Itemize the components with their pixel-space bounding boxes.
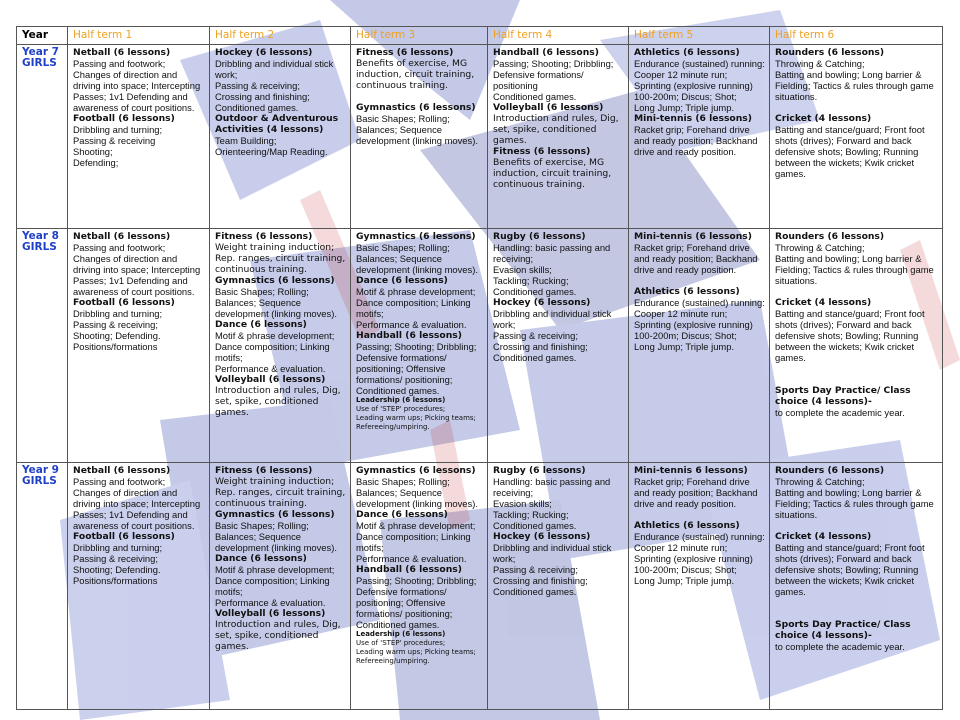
activity-details: Dribbling and turning; Passing & receiving; Shooting; Defending. Positions/formations	[73, 308, 163, 352]
year-label-line1: Year 8	[22, 230, 59, 242]
term-cell	[210, 463, 351, 710]
activity-title: Gymnastics (6 lessons)	[215, 509, 335, 520]
activity-details: Introduction and rules, Dig, set, spike, conditioned games.	[493, 113, 619, 146]
activity-details: Benefits of exercise, MG induction, circuit training, continuous training.	[356, 58, 475, 91]
activity-title: Athletics (6 lessons)	[634, 520, 740, 531]
activity-title: Sports Day Practice/ Class choice (4 lessons)-	[775, 385, 911, 407]
activity-details: Introduction and rules, Dig, set, spike, conditioned games.	[215, 385, 341, 418]
activity-title: Leadership (6 lessons)	[356, 630, 446, 638]
activity-details: Passing and footwork; Changes of direction and driving into space; Intercepting Passes; 1v1 Defending and awareness of court positions.	[73, 242, 201, 297]
term-cell	[68, 229, 210, 463]
half-term-6-header: Half term 6	[770, 27, 943, 45]
activity-details: Motif & phrase development; Dance composition; Linking motifs; Performance & evaluation.	[356, 520, 476, 564]
activity-details: Handling: basic passing and receiving; Evasion skills; Tackling; Rucking; Conditioned games.	[493, 242, 611, 297]
activity-title: Netball (6 lessons)	[73, 47, 171, 58]
activity-details: Dribbling and turning; Passing & receiving Shooting; Defending;	[73, 124, 163, 168]
term-cell	[629, 45, 770, 229]
activity-title: Handball (6 lessons)	[356, 330, 462, 341]
activity-title: Rounders (6 lessons)	[775, 465, 885, 476]
year-label-line2: GIRLS	[22, 475, 57, 487]
year-label-line2: GIRLS	[22, 241, 57, 253]
activity-details: Dribbling and individual stick work; Passing & receiving; Crossing and finishing; Conditioned games.	[215, 58, 334, 113]
activity-title: Fitness (6 lessons)	[215, 231, 313, 242]
activity-title: Football (6 lessons)	[73, 297, 175, 308]
activity-title: Mini-tennis (6 lessons)	[634, 113, 752, 124]
activity-details: Handling: basic passing and receiving; Evasion skills; Tackling; Rucking; Conditioned games.	[493, 476, 611, 531]
activity-title: Netball (6 lessons)	[73, 231, 171, 242]
activity-title: Rounders (6 lessons)	[775, 231, 885, 242]
half-term-3-header: Half term 3	[351, 27, 488, 45]
year-label-line2: GIRLS	[22, 57, 57, 69]
activity-details: Basic Shapes; Rolling; Balances; Sequence development (linking moves).	[215, 520, 337, 553]
activity-title: Fitness (6 lessons)	[356, 47, 454, 58]
year-row	[17, 229, 943, 463]
activity-title: Athletics (6 lessons)	[634, 47, 740, 58]
activity-title: Gymnastics (6 lessons)	[215, 275, 335, 286]
term-cell	[68, 45, 210, 229]
term-cell	[629, 229, 770, 463]
activity-title: Cricket (4 lessons)	[775, 297, 872, 308]
activity-details: Dribbling and individual stick work; Passing & receiving; Crossing and finishing; Conditioned games.	[493, 542, 612, 597]
activity-details: Passing and footwork; Changes of direction and driving into space; Intercepting Passes; 1v1 Defending and awareness of court positions.	[73, 58, 201, 113]
activity-details: Introduction and rules, Dig, set, spike, conditioned games.	[215, 619, 341, 652]
activity-title: Rounders (6 lessons)	[775, 47, 885, 58]
activity-details: Dribbling and turning; Passing & receiving; Shooting; Defending. Positions/formations	[73, 542, 163, 586]
activity-details: Motif & phrase development; Dance composition; Linking motifs; Performance & evaluation.	[215, 330, 335, 374]
activity-title: Football (6 lessons)	[73, 113, 175, 124]
activity-details: Team Building; Orienteering/Map Reading.	[215, 135, 328, 157]
activity-title: Hockey (6 lessons)	[493, 531, 591, 542]
activity-details: Motif & phrase development; Dance composition; Linking motifs; Performance & evaluation.	[215, 564, 335, 608]
activity-details: Batting and stance/guard; Front foot shots (drives); Forward and back defensive shots; Bowling; Running between the wickets; Kwik cricket games.	[775, 308, 925, 363]
activity-title: Handball (6 lessons)	[493, 47, 599, 58]
activity-details: Weight training induction; Rep. ranges, circuit training, continuous training.	[215, 242, 346, 275]
year-label	[17, 463, 68, 710]
activity-details: Basic Shapes; Rolling; Balances; Sequence development (linking moves).	[356, 242, 478, 275]
activity-title: Dance (6 lessons)	[215, 553, 307, 564]
activity-title: Outdoor & Adventurous Activities (4 lessons)	[215, 113, 339, 135]
year-label-line1: Year 7	[22, 46, 59, 58]
activity-title: Fitness (6 lessons)	[493, 146, 591, 157]
activity-details: Endurance (sustained) running: Cooper 12 minute run; Sprinting (explosive running) 100-200m; Discus; Shot; Long Jump; Triple jump.	[634, 531, 765, 586]
activity-title: Volleyball (6 lessons)	[215, 374, 326, 385]
activity-details: Basic Shapes; Rolling; Balances; Sequence development (linking moves).	[356, 113, 478, 146]
term-cell	[351, 463, 488, 710]
year-row	[17, 463, 943, 710]
spacer	[634, 275, 765, 286]
pe-curriculum-table	[16, 26, 943, 710]
activity-title: Leadership (6 lessons)	[356, 396, 446, 404]
spacer	[634, 509, 765, 520]
activity-details: Racket grip; Forehand drive and ready position; Backhand drive and ready position.	[634, 124, 758, 157]
year-label-line1: Year 9	[22, 464, 59, 476]
activity-title: Volleyball (6 lessons)	[215, 608, 326, 619]
activity-title: Gymnastics (6 lessons)	[356, 465, 476, 476]
half-term-2-header: Half term 2	[210, 27, 351, 45]
term-cell	[488, 45, 629, 229]
activity-details: Racket grip; Forehand drive and ready position; Backhand drive and ready position.	[634, 476, 758, 509]
activity-details: Throwing & Catching; Batting and bowling; Long barrier & Fielding; Tactics & rules through game situations.	[775, 58, 934, 102]
term-cell	[210, 229, 351, 463]
term-cell	[210, 45, 351, 229]
year-row	[17, 45, 943, 229]
header-row	[17, 27, 943, 45]
activity-title: Dance (6 lessons)	[215, 319, 307, 330]
activity-title: Netball (6 lessons)	[73, 465, 171, 476]
activity-title: Dance (6 lessons)	[356, 275, 448, 286]
term-cell	[770, 45, 943, 229]
activity-details: Use of 'STEP' procedures; Leading warm ups; Picking teams; Refereeing/umpiring.	[356, 405, 476, 431]
activity-title: Fitness (6 lessons)	[215, 465, 313, 476]
term-cell	[629, 463, 770, 710]
half-term-5-header: Half term 5	[629, 27, 770, 45]
activity-details: Basic Shapes; Rolling; Balances; Sequence development (linking moves).	[356, 476, 478, 509]
activity-details: Passing and footwork; Changes of direction and driving into space; Intercepting Passes; 1v1 Defending and awareness of court positions.	[73, 476, 201, 531]
activity-details: Benefits of exercise, MG induction, circuit training, continuous training.	[493, 157, 612, 190]
activity-details: Weight training induction; Rep. ranges, circuit training, continuous training.	[215, 476, 346, 509]
activity-details: Throwing & Catching; Batting and bowling; Long barrier & Fielding; Tactics & rules through game situations.	[775, 476, 934, 520]
activity-title: Athletics (6 lessons)	[634, 286, 740, 297]
spacer	[775, 520, 938, 531]
term-cell	[770, 229, 943, 463]
term-cell	[488, 229, 629, 463]
activity-title: Rugby (6 lessons)	[493, 231, 586, 242]
year-column-header: Year	[17, 27, 68, 45]
activity-title: Cricket (4 lessons)	[775, 531, 872, 542]
activity-title: Volleyball (6 lessons)	[493, 102, 604, 113]
term-cell	[68, 463, 210, 710]
term-cell	[770, 463, 943, 710]
activity-details: Passing; Shooting; Dribbling; Defensive formations/ positioning; Offensive formations/ positioning; Conditioned games.	[356, 575, 477, 630]
spacer	[775, 286, 938, 297]
activity-details: Endurance (sustained) running: Cooper 12 minute run; Sprinting (explosive running) 100-200m; Discus; Shot; Long Jump; Triple jump.	[634, 58, 765, 113]
activity-details: to complete the academic year.	[775, 641, 905, 652]
term-cell	[488, 463, 629, 710]
activity-details: Racket grip; Forehand drive and ready position; Backhand drive and ready position.	[634, 242, 758, 275]
activity-title: Dance (6 lessons)	[356, 509, 448, 520]
activity-details: Endurance (sustained) running: Cooper 12 minute run; Sprinting (explosive running) 100-200m; Discus; Shot; Long Jump; Triple jump.	[634, 297, 765, 352]
activity-title: Football (6 lessons)	[73, 531, 175, 542]
activity-details: Passing; Shooting; Dribbling; Defensive formations/ positioning Conditioned games.	[493, 58, 614, 102]
activity-details: Batting and stance/guard; Front foot shots (drives); Forward and back defensive shots; Bowling; Running between the wickets; Kwik cricket games.	[775, 124, 925, 179]
activity-title: Cricket (4 lessons)	[775, 113, 872, 124]
activity-title: Rugby (6 lessons)	[493, 465, 586, 476]
activity-details: Passing; Shooting; Dribbling; Defensive formations/ positioning; Offensive formations/ positioning; Conditioned games.	[356, 341, 477, 396]
term-cell	[351, 229, 488, 463]
spacer	[356, 91, 483, 102]
activity-title: Mini-tennis (6 lessons)	[634, 231, 752, 242]
activity-title: Handball (6 lessons)	[356, 564, 462, 575]
activity-details: to complete the academic year.	[775, 407, 905, 418]
activity-details: Basic Shapes; Rolling; Balances; Sequence development (linking moves).	[215, 286, 337, 319]
spacer	[775, 597, 938, 619]
term-cell	[351, 45, 488, 229]
activity-title: Mini-tennis 6 lessons)	[634, 465, 748, 476]
activity-details: Motif & phrase development; Dance composition; Linking motifs; Performance & evaluation.	[356, 286, 476, 330]
year-label	[17, 45, 68, 229]
half-term-4-header: Half term 4	[488, 27, 629, 45]
activity-details: Throwing & Catching; Batting and bowling; Long barrier & Fielding; Tactics & rules through game situations.	[775, 242, 934, 286]
activity-details: Dribbling and individual stick work; Passing & receiving; Crossing and finishing; Conditioned games.	[493, 308, 612, 363]
activity-title: Sports Day Practice/ Class choice (4 lessons)-	[775, 619, 911, 641]
activity-title: Hockey (6 lessons)	[493, 297, 591, 308]
spacer	[775, 102, 938, 113]
activity-details: Use of 'STEP' procedures; Leading warm ups; Picking teams; Refereeing/umpiring.	[356, 639, 476, 665]
half-term-1-header: Half term 1	[68, 27, 210, 45]
activity-title: Gymnastics (6 lessons)	[356, 231, 476, 242]
year-label	[17, 229, 68, 463]
activity-title: Gymnastics (6 lessons)	[356, 102, 476, 113]
activity-details: Batting and stance/guard; Front foot shots (drives); Forward and back defensive shots; Bowling; Running between the wickets; Kwik cricket games.	[775, 542, 925, 597]
activity-title: Hockey (6 lessons)	[215, 47, 313, 58]
spacer	[775, 363, 938, 385]
